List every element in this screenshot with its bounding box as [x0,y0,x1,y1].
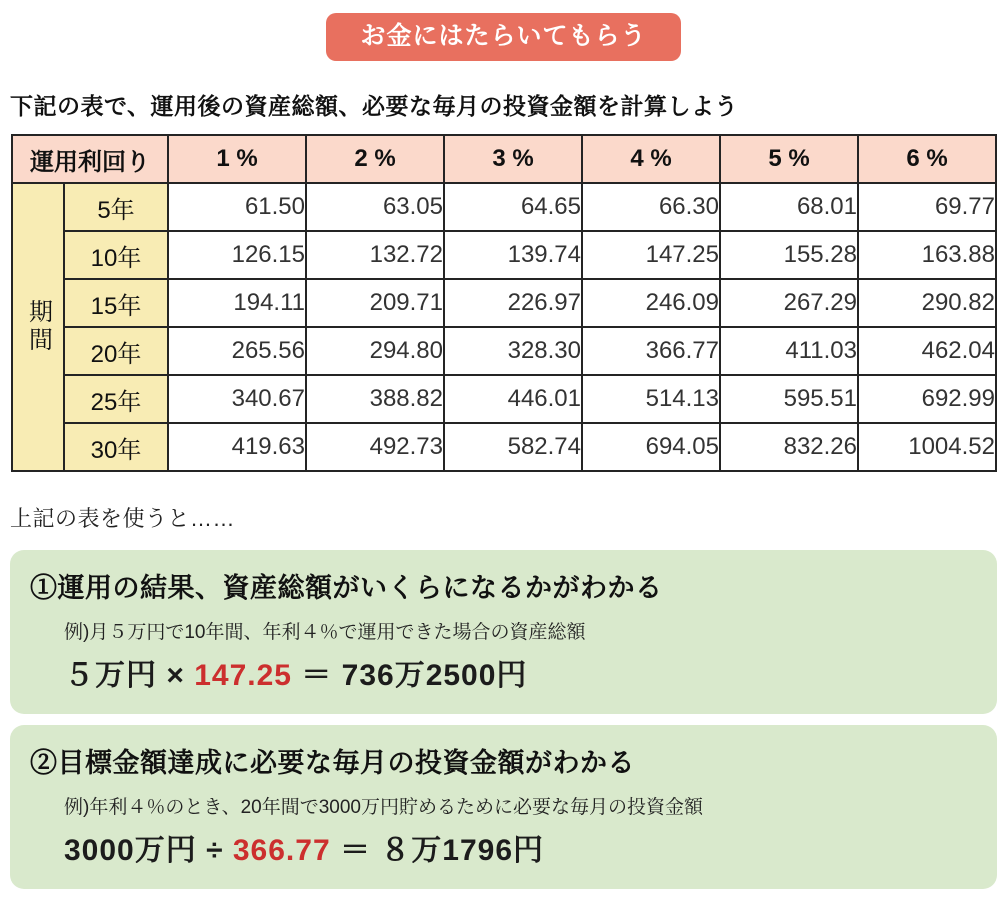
formula-suffix: ＝ ８万1796円 [330,834,545,867]
formula-prefix: ５万円 × [64,659,195,692]
table-cell: 419.63 [168,423,306,471]
table-cell: 446.01 [444,375,582,423]
table-cell: 64.65 [444,183,582,231]
table-cell: 582.74 [444,423,582,471]
table-cell: 66.30 [582,183,720,231]
table-cell: 147.25 [582,231,720,279]
table-cell: 126.15 [168,231,306,279]
table-cell: 692.99 [858,375,996,423]
table-row [12,375,996,423]
rate-header-1: 1 % [168,135,306,183]
title-badge: お金にはたらいてもらう [326,13,680,61]
info-box-monthly-investment [10,725,997,889]
table-row [12,327,996,375]
info-box-1-heading: ①運用の結果、資産総額がいくらになるかがわかる [30,573,663,603]
table-cell: 246.09 [582,279,720,327]
rate-header-4: 4 % [582,135,720,183]
table-cell: 694.05 [582,423,720,471]
period-label: 5年 [64,183,168,231]
table-row [12,231,996,279]
table-cell: 462.04 [858,327,996,375]
table-cell: 163.88 [858,231,996,279]
info-box-1-formula [64,650,987,694]
table-cell: 411.03 [720,327,858,375]
table-cell: 69.77 [858,183,996,231]
table-cell: 139.74 [444,231,582,279]
table-cell: 61.50 [168,183,306,231]
info-box-2-formula [64,825,987,869]
formula-suffix: ＝ 736万2500円 [291,659,528,692]
table-cell: 1004.52 [858,423,996,471]
page-subtitle: 下記の表で、運用後の資産総額、必要な毎月の投資金額を計算しよう [10,93,739,119]
rate-header-6: 6 % [858,135,996,183]
period-group-label: 期間 [12,183,64,471]
table-header-row [12,135,996,183]
info-box-1-example: 例)月５万円で10年間、年利４％で運用できた場合の資産総額 [64,622,586,643]
table-cell: 68.01 [720,183,858,231]
formula-highlight-value: 147.25 [194,659,292,692]
table-cell: 388.82 [306,375,444,423]
table-cell: 366.77 [582,327,720,375]
rate-header-5: 5 % [720,135,858,183]
info-box-asset-total [10,550,997,714]
formula-highlight-value: 366.77 [232,834,331,867]
table-cell: 595.51 [720,375,858,423]
period-label: 30年 [64,423,168,471]
table-cell: 132.72 [306,231,444,279]
table-cell: 63.05 [306,183,444,231]
table-cell: 832.26 [720,423,858,471]
table-cell: 194.11 [168,279,306,327]
table-cell: 492.73 [306,423,444,471]
table-cell: 226.97 [444,279,582,327]
formula-prefix: 3000万円 ÷ [64,834,233,867]
table-row [12,279,996,327]
table-cell: 209.71 [306,279,444,327]
investment-rates-table [11,134,997,472]
table-cell: 290.82 [858,279,996,327]
table-row [12,183,996,231]
table-cell: 328.30 [444,327,582,375]
table-cell: 155.28 [720,231,858,279]
table-cell: 514.13 [582,375,720,423]
table-cell: 265.56 [168,327,306,375]
table-cell: 267.29 [720,279,858,327]
rate-header-2: 2 % [306,135,444,183]
info-box-2-heading: ②目標金額達成に必要な毎月の投資金額がわかる [30,748,635,778]
period-label: 10年 [64,231,168,279]
period-label: 15年 [64,279,168,327]
info-box-2-example: 例)年利４％のとき、20年間で3000万円貯めるために必要な毎月の投資金額 [64,797,703,818]
period-label: 25年 [64,375,168,423]
table-row [12,423,996,471]
table-usage-note: 上記の表を使うと…… [10,506,236,531]
table-cell: 294.80 [306,327,444,375]
corner-header: 運用利回り [12,135,168,183]
period-label: 20年 [64,327,168,375]
rate-header-3: 3 % [444,135,582,183]
table-cell: 340.67 [168,375,306,423]
